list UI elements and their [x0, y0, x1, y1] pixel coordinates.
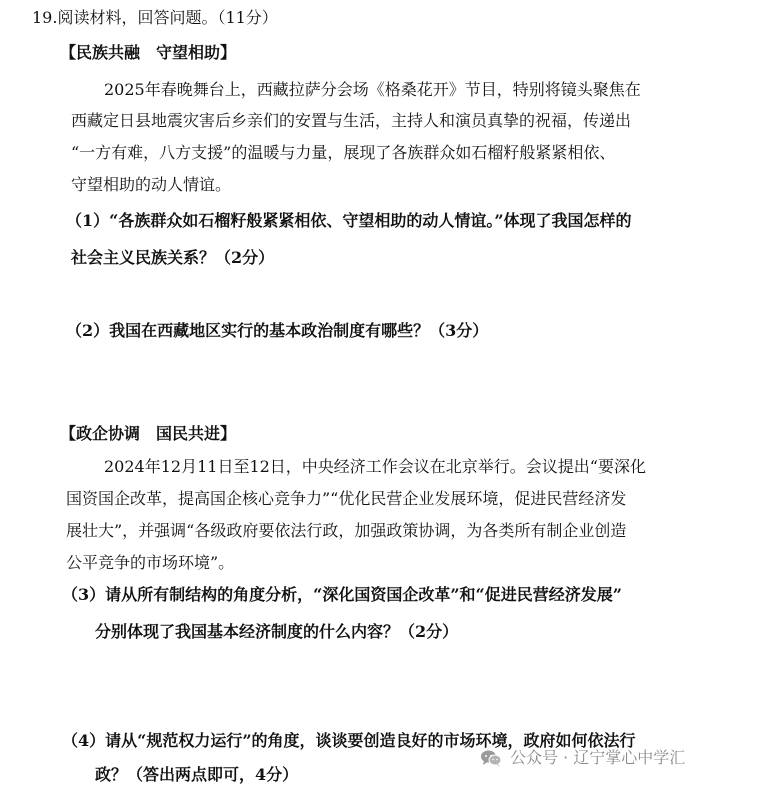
paragraph-line: 守望相助的动人情谊。	[71, 175, 232, 194]
question-line: 社会主义民族关系？（2分）	[71, 248, 275, 267]
paragraph-line: 国资国企改革，提高国企核心竞争力”“优化民营企业发展环境，促进民营经济发	[66, 489, 627, 508]
paragraph-line: 2025年春晚舞台上，西藏拉萨分会场《格桑花开》节目，特别将镜头聚焦在	[104, 80, 641, 99]
paragraph-line: 2024年12月11日至12日，中央经济工作会议在北京举行。会议提出“要深化	[104, 457, 646, 476]
question-title: 19.阅读材料，回答问题。（11分）	[32, 8, 278, 27]
paragraph-line: 展壮大”，并强调“各级政府要依法行政，加强政策协调，为各类所有制企业创造	[66, 521, 627, 540]
question-2: （2）我国在西藏地区实行的基本政治制度有哪些？（3分）	[66, 321, 489, 340]
wechat-icon	[480, 749, 502, 767]
paragraph-line: “一方有难，八方支援”的温暖与力量，展现了各族群众如石榴籽般紧紧相依、	[71, 143, 616, 162]
question-line: 政？（答出两点即可，4分）	[95, 765, 299, 784]
section-1-title: 【民族共融 守望相助】	[60, 43, 237, 62]
paragraph-line: 公平竞争的市场环境”。	[66, 553, 235, 572]
question-line: （1）“各族群众如石榴籽般紧紧相依、守望相助的动人情谊。”体现了我国怎样的	[66, 211, 632, 230]
watermark-text: 公众号 · 辽宁掌心中学汇	[510, 748, 686, 767]
paragraph-line: 西藏定日县地震灾害后乡亲们的安置与生活，主持人和演员真挚的祝福，传递出	[71, 111, 632, 130]
watermark	[480, 748, 685, 768]
question-line: （4）请从“规范权力运行”的角度，谈谈要创造良好的市场环境，政府如何依法行	[62, 731, 636, 750]
section-2-title: 【政企协调 国民共进】	[60, 424, 237, 443]
question-line: （3）请从所有制结构的角度分析，“深化国资国企改革”和“促进民营经济发展”	[62, 585, 622, 604]
question-line: 分别体现了我国基本经济制度的什么内容？（2分）	[95, 622, 459, 641]
